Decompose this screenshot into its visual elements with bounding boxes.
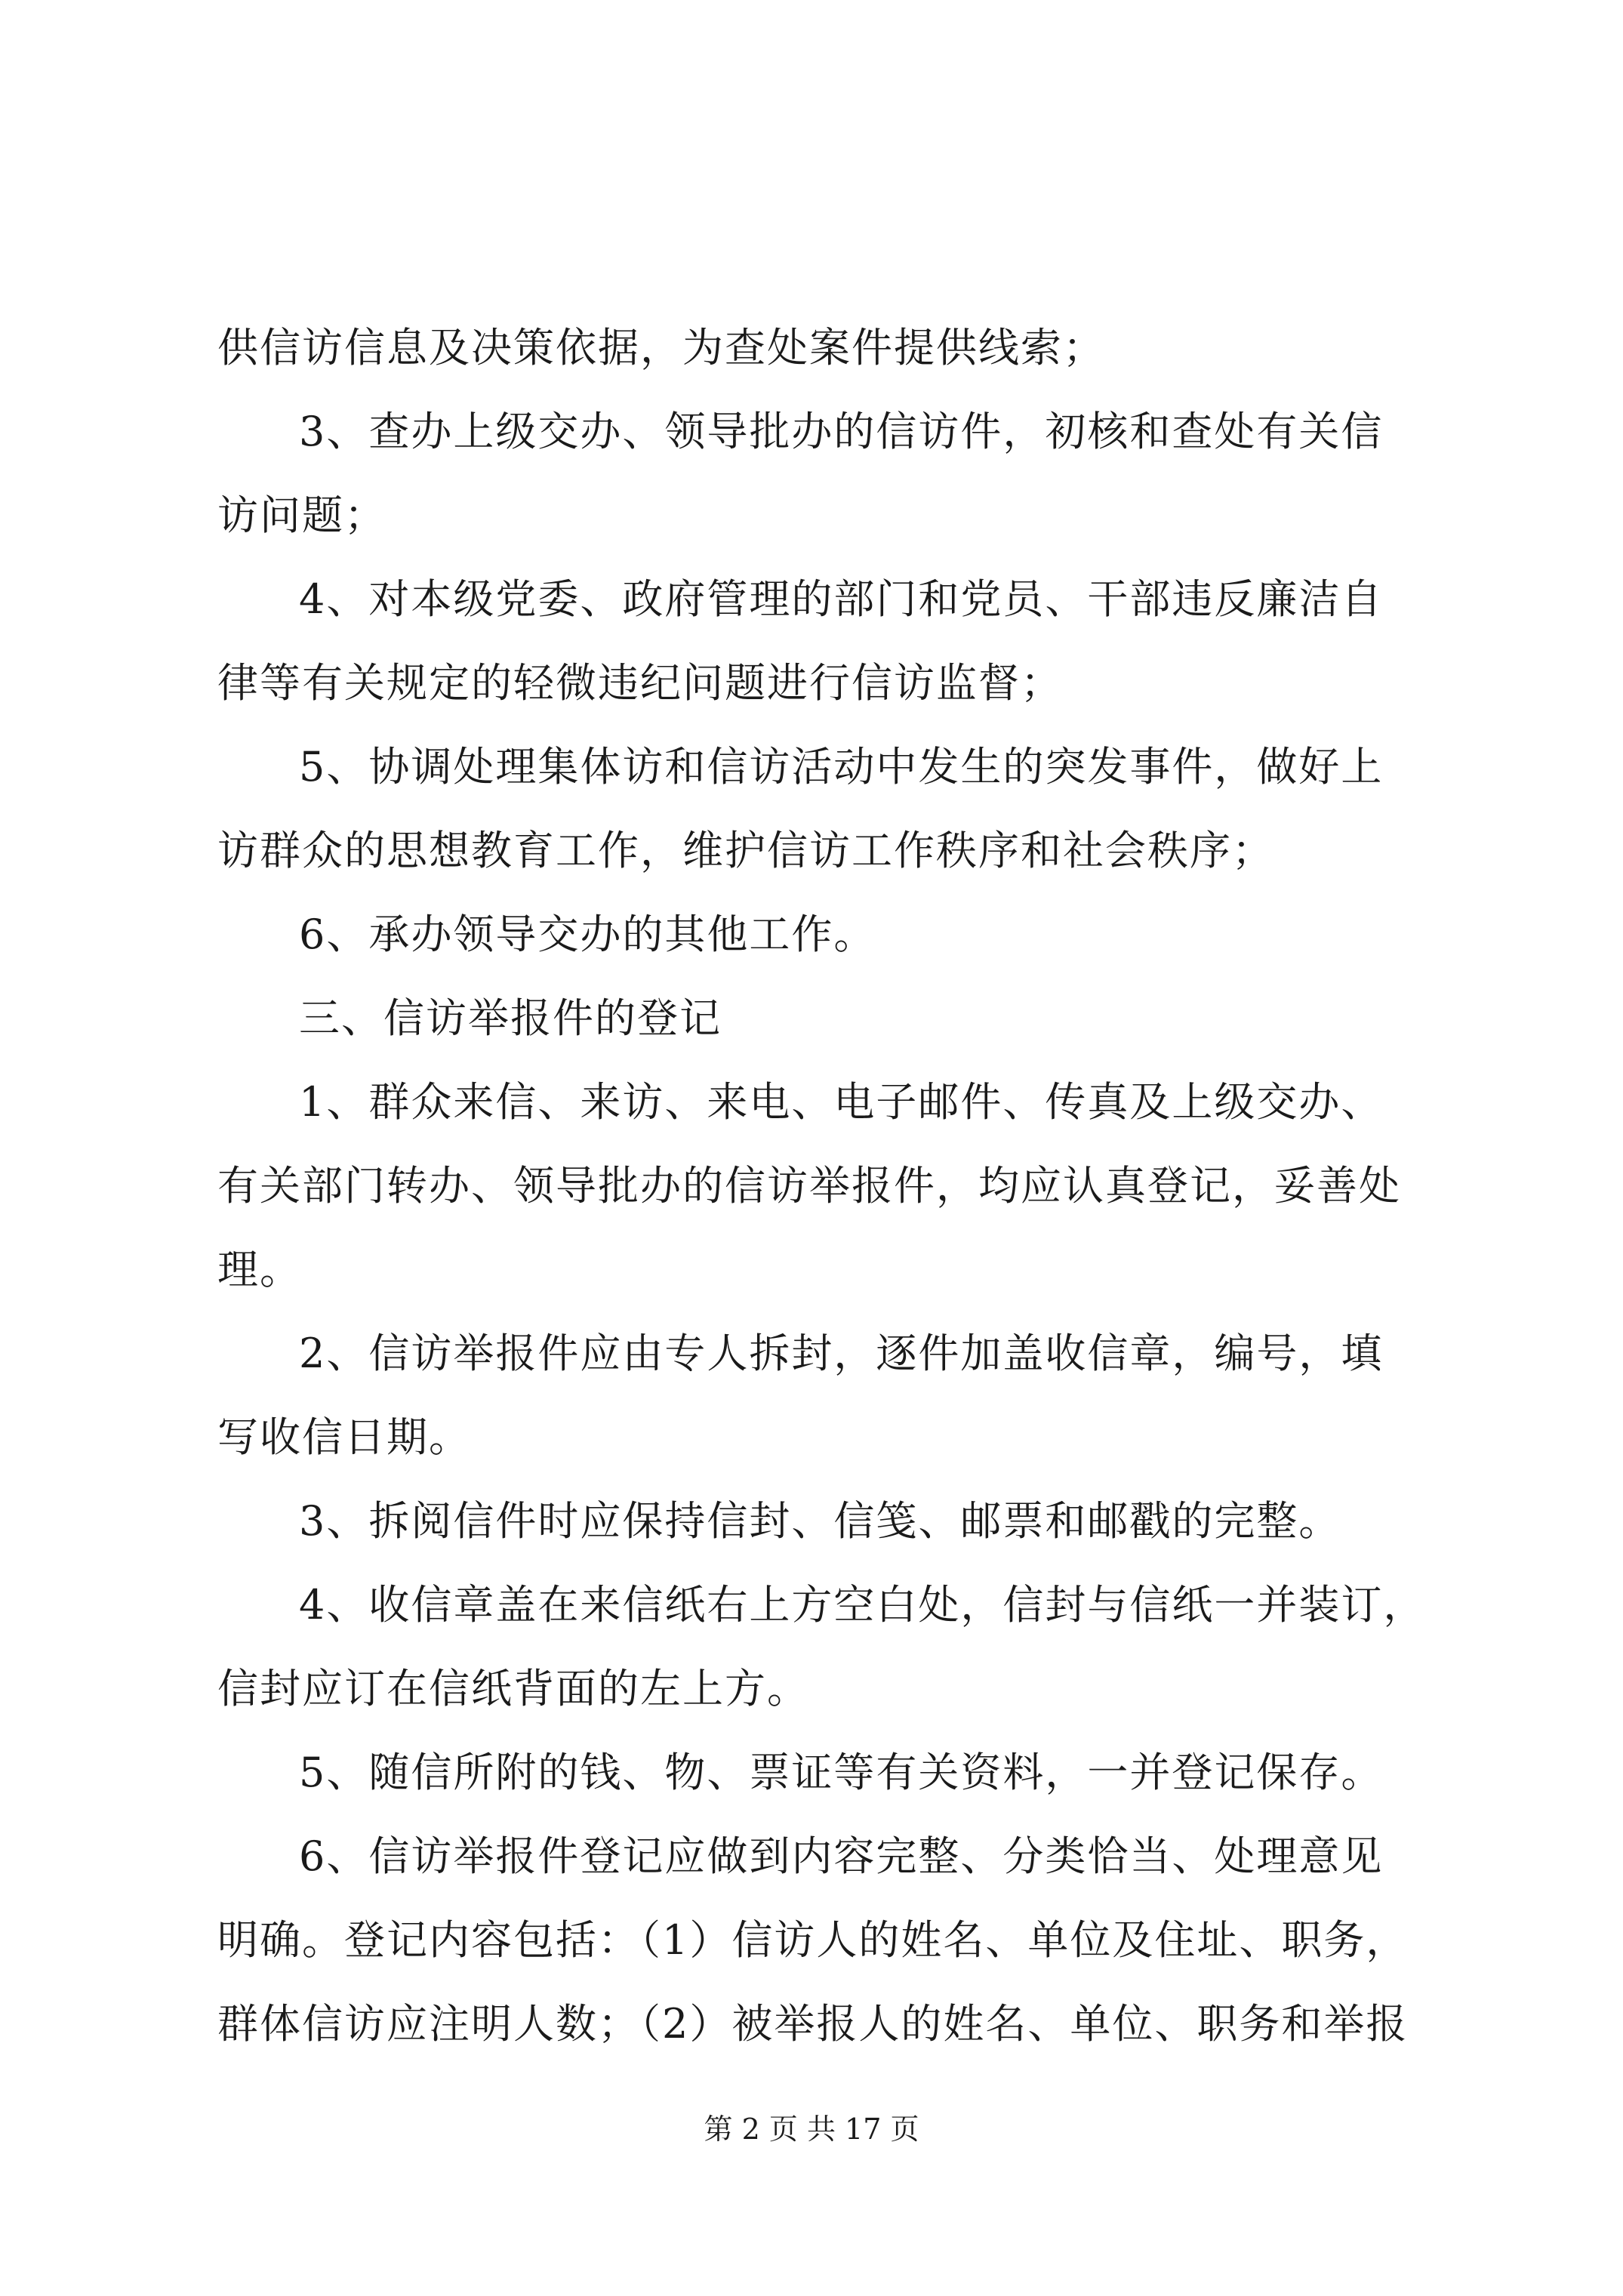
text-line: 5、协调处理集体访和信访活动中发生的突发事件，做好上 [299, 743, 1384, 791]
text-line: 4、对本级党委、政府管理的部门和党员、干部违反廉洁自 [299, 575, 1384, 623]
text-line: 访群众的思想教育工作，维护信访工作秩序和社会秩序； [217, 827, 1274, 874]
text-line: 2、信访举报件应由专人拆封，逐件加盖收信章，编号，填 [299, 1330, 1384, 1377]
section-heading: 三、信访举报件的登记 [299, 994, 722, 1042]
text-line: 3、查办上级交办、领导批办的信访件，初核和查处有关信 [299, 408, 1384, 455]
text-line: 有关部门转办、领导批办的信访举报件，均应认真登记，妥善处 [217, 1162, 1401, 1210]
text-line: 律等有关规定的轻微违纪问题进行信访监督； [217, 659, 1063, 707]
text-line: 6、信访举报件登记应做到内容完整、分类恰当、处理意见 [299, 1832, 1384, 1880]
text-line: 5、随信所附的钱、物、票证等有关资料，一并登记保存。 [299, 1749, 1384, 1796]
text-line: 写收信日期。 [217, 1413, 471, 1461]
page-number-footer: 第 2 页 共 17 页 [704, 2113, 919, 2146]
text-line: 群体信访应注明人数；（2）被举报人的姓名、单位、职务和举报 [217, 2000, 1409, 2048]
text-line: 供信访信息及决策依据，为查处案件提供线索； [217, 324, 1105, 371]
text-line: 信封应订在信纸背面的左上方。 [217, 1665, 809, 1712]
text-line: 访问题； [217, 492, 387, 539]
text-line: 3、拆阅信件时应保持信封、信笺、邮票和邮戳的完整。 [299, 1497, 1341, 1545]
text-line: 明确。登记内容包括：（1）信访人的姓名、单位及住址、职务， [217, 1916, 1409, 1964]
text-line: 理。 [217, 1246, 302, 1293]
text-line: 6、承办领导交办的其他工作。 [299, 911, 876, 958]
text-line: 4、收信章盖在来信纸右上方空白处，信封与信纸一并装订， [299, 1581, 1426, 1629]
text-line: 1、群众来信、来访、来电、电子邮件、传真及上级交办、 [299, 1078, 1384, 1126]
document-body [217, 306, 1440, 2066]
